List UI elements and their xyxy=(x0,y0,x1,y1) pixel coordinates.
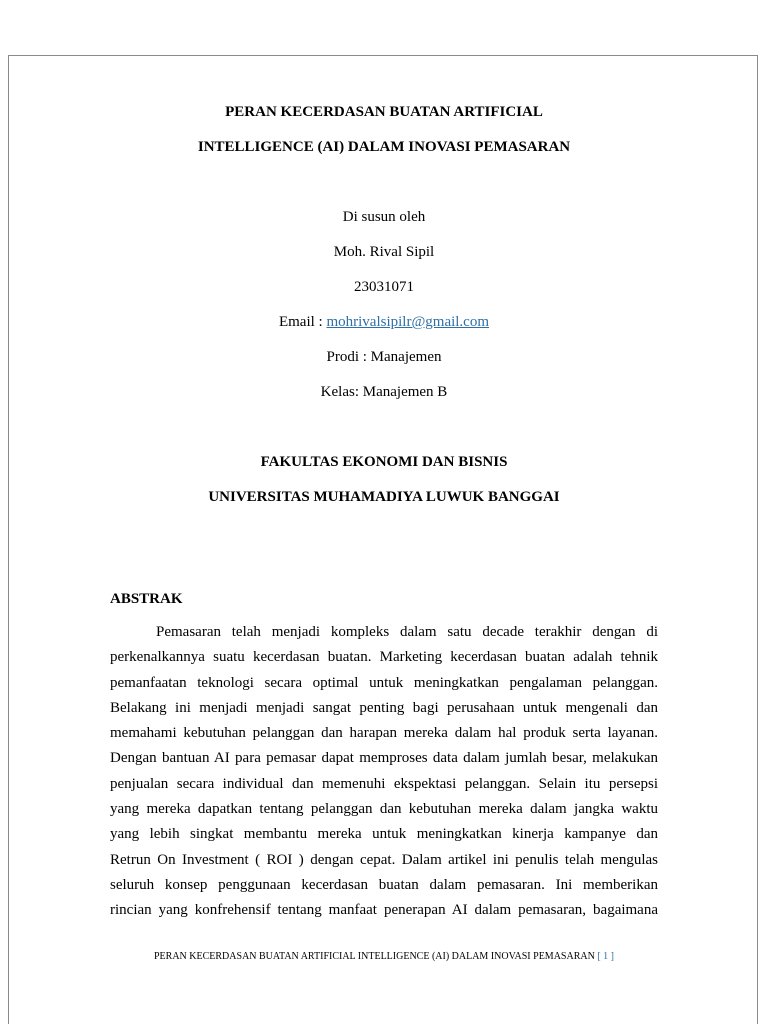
abstract-line: Belakang ini menjadi menjadi sangat penting bagi perusahaan untuk mengenali dan xyxy=(110,699,658,716)
abstract-line: seluruh konsep penggunaan kecerdasan buatan dalam pemasaran. Ini memberikan xyxy=(110,876,658,893)
abstract-line: memahami kebutuhan pelanggan dan harapan mereka dalam hal produk serta layanan. xyxy=(110,725,658,742)
university-name: UNIVERSITAS MUHAMADIYA LUWUK BANGGAI xyxy=(208,489,560,505)
abstract-line: yang lebih singkat membantu mereka untuk meningkatkan kinerja kampanye dan xyxy=(110,826,658,843)
abstract-line: yang mereka dapatkan tentang pelanggan dan kebutuhan mereka dalam jangka waktu xyxy=(110,801,658,818)
abstract-heading: ABSTRAK xyxy=(110,591,183,607)
class-info: Kelas: Manajemen B xyxy=(320,384,448,400)
abstract-line: rincian yang konfrehensif tentang manfaat penerapan AI dalam pemasaran, bagaimana xyxy=(110,902,658,919)
page-number: [ 1 ] xyxy=(597,951,614,962)
prepared-by: Di susun oleh xyxy=(342,209,426,225)
email-line xyxy=(0,313,768,331)
title-line-2: INTELLIGENCE (AI) DALAM INOVASI PEMASARAN xyxy=(197,139,571,155)
abstract-line: Dengan bantuan AI para pemasar dapat memproses data dalam jumlah besar, melakukan xyxy=(110,750,658,767)
footer-title: PERAN KECERDASAN BUATAN ARTIFICIAL INTELLIGENCE (AI) DALAM INOVASI PEMASARAN xyxy=(154,951,595,962)
page-footer xyxy=(0,950,768,964)
study-program: Prodi : Manajemen xyxy=(326,349,442,365)
author-name: Moh. Rival Sipil xyxy=(333,244,435,260)
faculty-name: FAKULTAS EKONOMI DAN BISNIS xyxy=(260,454,508,470)
title-line-1: PERAN KECERDASAN BUATAN ARTIFICIAL xyxy=(225,104,543,120)
abstract-line: Retrun On Investment ( ROI ) dengan cepat. Dalam artikel ini penulis telah mengulas xyxy=(110,851,658,868)
email-label: Email : xyxy=(278,314,327,330)
abstract-line: penjualan secara individual dan memenuhi ekspektasi pelanggan. Selain itu persepsi xyxy=(110,775,658,792)
abstract-line: perkenalkannya suatu kecerdasan buatan. Marketing kecerdasan buatan adalah tehnik xyxy=(110,649,658,666)
abstract-line: Pemasaran telah menjadi kompleks dalam satu decade terakhir dengan di xyxy=(156,624,658,640)
email-link[interactable]: mohrivalsipilr@gmail.com xyxy=(326,314,490,330)
student-id: 23031071 xyxy=(354,279,414,295)
abstract-line: pemanfaatan teknologi secara optimal untuk meningkatkan pengalaman pelanggan. xyxy=(110,674,658,691)
abstract-paragraph xyxy=(110,620,658,924)
